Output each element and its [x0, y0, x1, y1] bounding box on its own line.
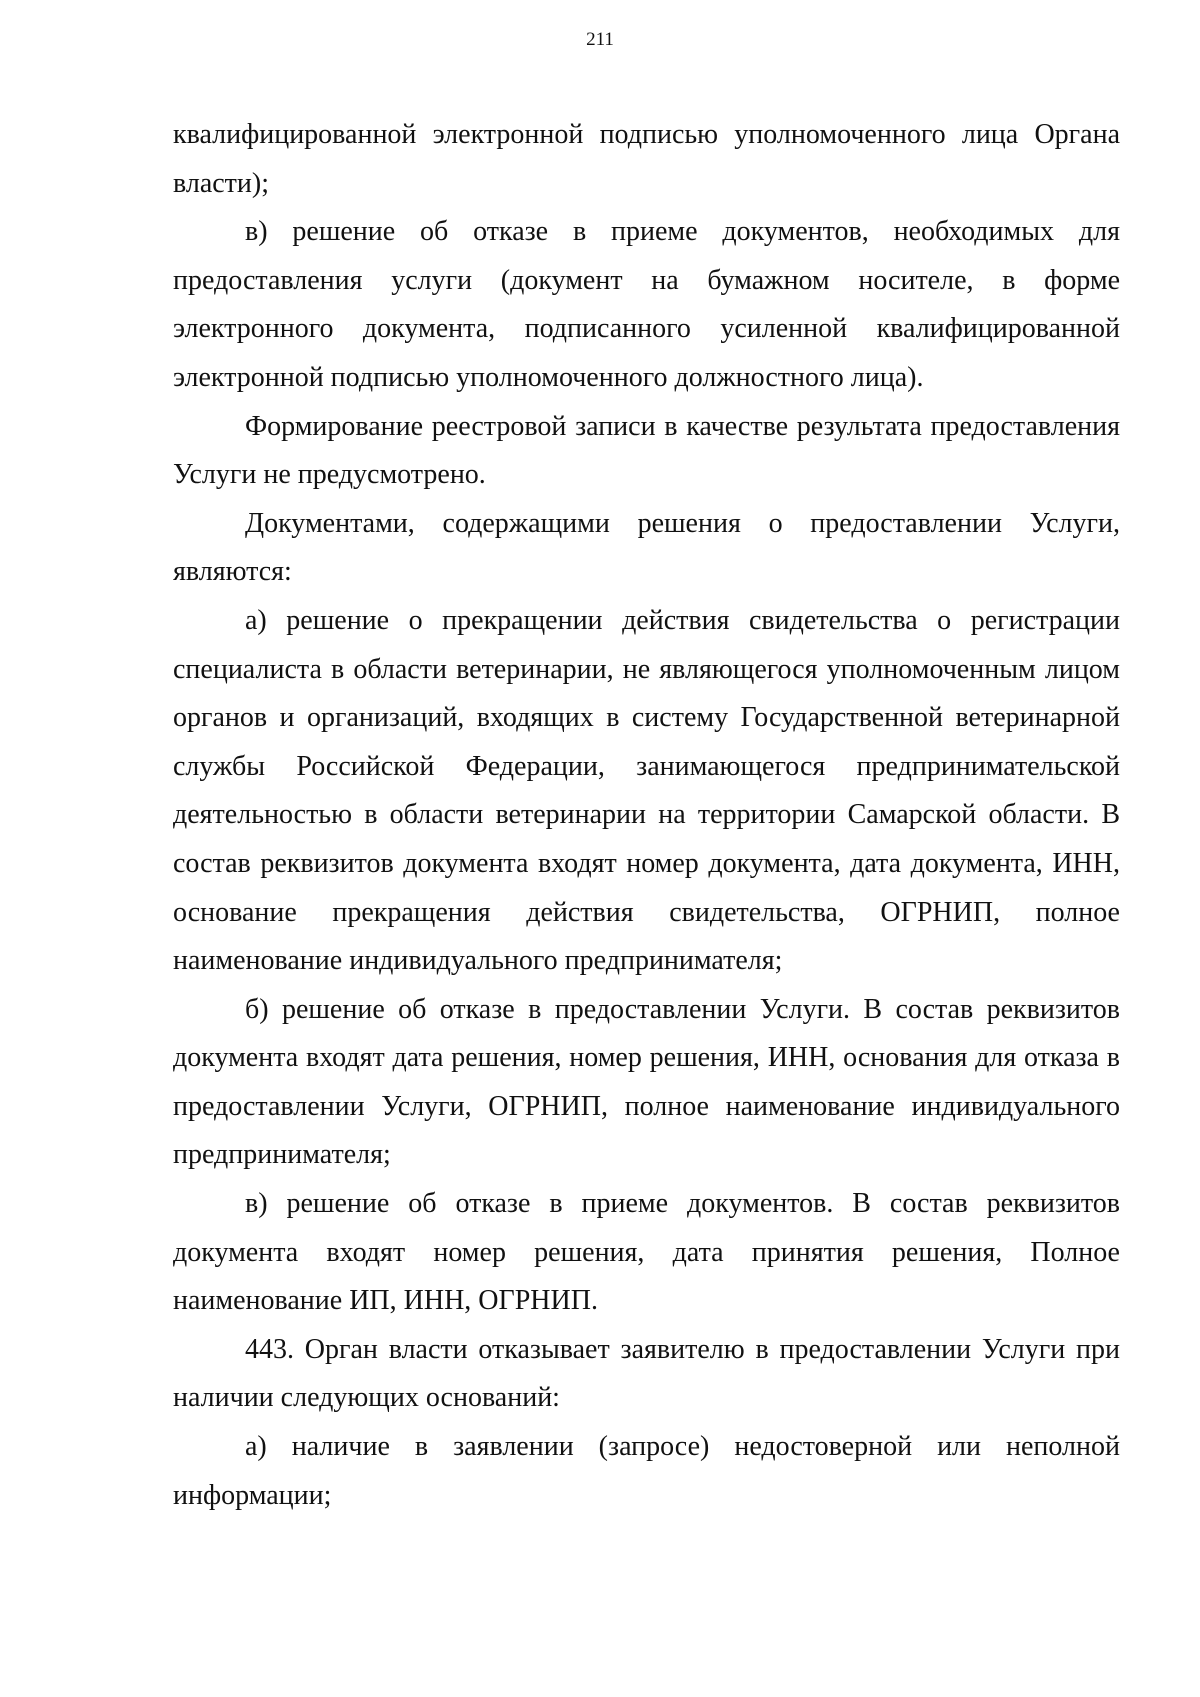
paragraph-item-v-rejection-docs: в) решение об отказе в приеме документов, необходимых для предоставления услуги (документ на бумажном носителе, в форме электронного документа, подписанного усиленной квалифицированной электронной подписью уполномоченного должностного лица). [173, 216, 1120, 393]
document-body [173, 111, 1120, 1520]
paragraph-continuation: квалифицированной электронной подписью уполномоченного лица Органа власти); [173, 119, 1120, 199]
paragraph-item-a-termination: а) решение о прекращении действия свидетельства о регистрации специалиста в области ветеринарии, не являющегося уполномоченным лицом органов и организаций, входящих в систему Государственной ветеринарной службы Российской Федерации, занимающегося предпринимательской деятельностью в области ветеринарии на территории Самарской области. В состав реквизитов документа входят номер документа, дата документа, ИНН, основание прекращения действия свидетельства, ОГРНИП, полное наименование индивидуального предпринимателя; [173, 604, 1120, 977]
paragraph-item-v-refusal-acceptance: в) решение об отказе в приеме документов. В состав реквизитов документа входят номер решения, дата принятия решения, Полное наименование ИП, ИНН, ОГРНИП. [173, 1188, 1120, 1317]
paragraph-registry-record: Формирование реестровой записи в качестве результата предоставления Услуги не предусмотрено. [173, 410, 1120, 491]
page-number: 211 [586, 29, 614, 50]
paragraph-443-refusal-grounds: 443. Орган власти отказывает заявителю в предоставлении Услуги при наличии следующих оснований: [173, 1333, 1120, 1414]
paragraph-decision-documents: Документами, содержащими решения о предоставлении Услуги, являются: [173, 507, 1120, 588]
paragraph-item-a-unreliable-info: а) наличие в заявлении (запросе) недостоверной или неполной информации; [173, 1431, 1120, 1511]
paragraph-item-b-refusal: б) решение об отказе в предоставлении Услуги. В состав реквизитов документа входят дата решения, номер решения, ИНН, основания для отказа в предоставлении Услуги, ОГРНИП, полное наименование индивидуального предпринимателя; [173, 993, 1120, 1171]
